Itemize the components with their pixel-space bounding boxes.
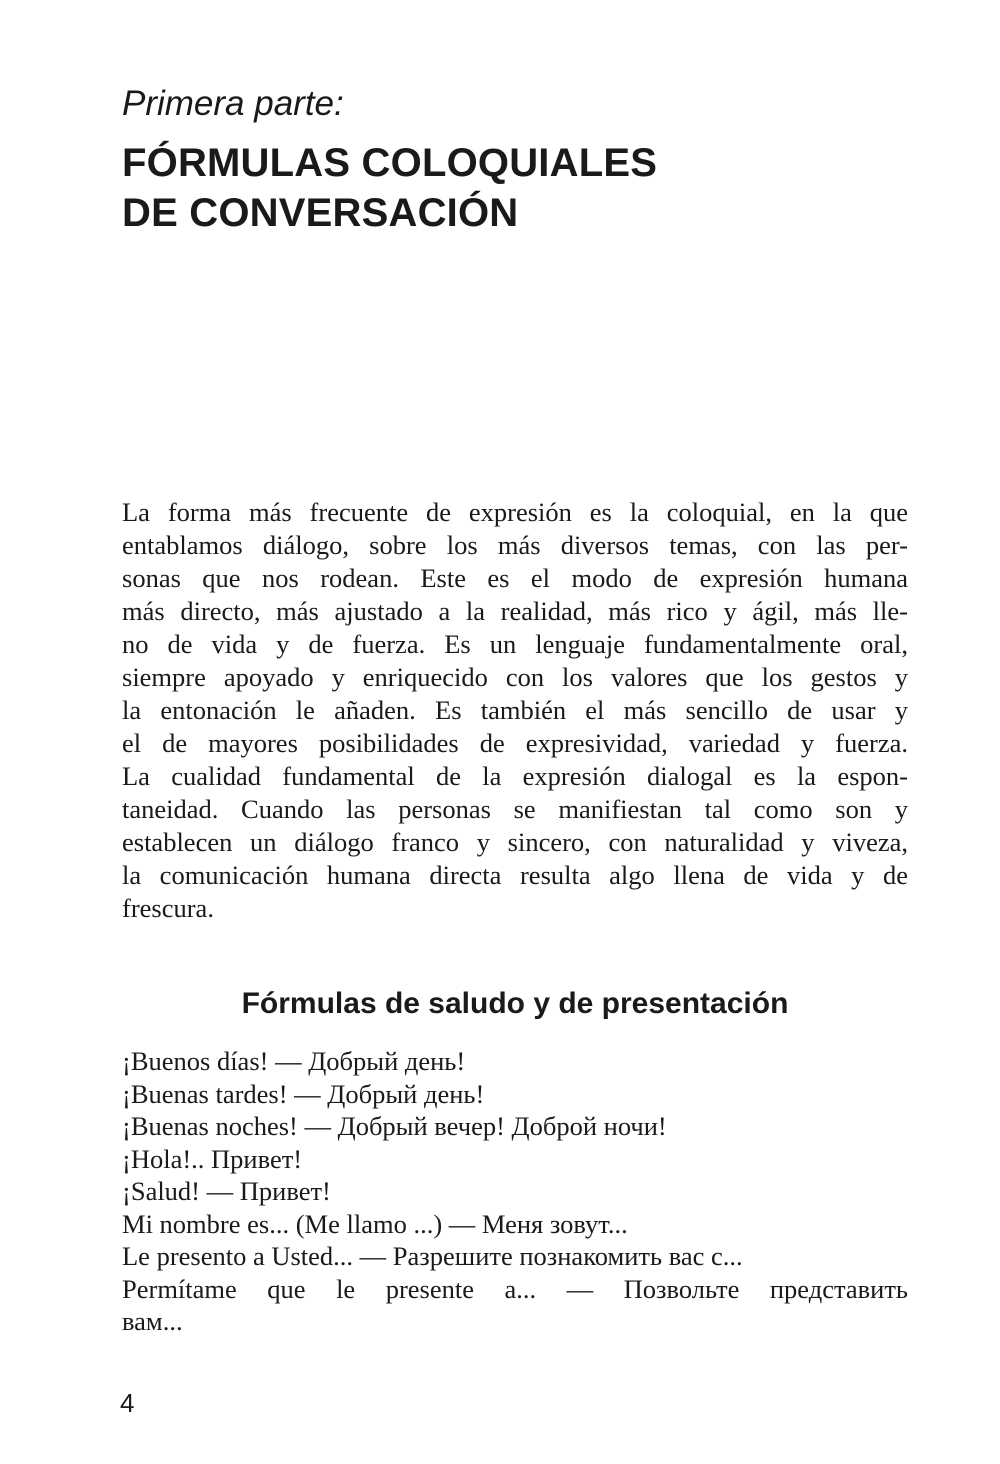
intro-line: frescura. — [122, 893, 214, 923]
part-title-line-1: FÓRMULAS COLOQUIALES — [122, 141, 658, 185]
page-number: 4 — [120, 1388, 135, 1418]
intro-line: la entonación le añaden. Es también el más sencillo de usar y — [122, 695, 908, 725]
part-label: Primera parte: — [122, 84, 344, 123]
phrase-item: ¡Salud! — Привет! — [122, 1176, 331, 1206]
part-title-line-2: DE CONVERSACIÓN — [122, 191, 519, 235]
intro-line: la comunicación humana directa resulta algo llena de vida y de — [122, 860, 908, 890]
intro-line: no de vida y de fuerza. Es un lenguaje fundamentalmente oral, — [122, 629, 908, 659]
intro-line: establecen un diálogo franco y sincero, con naturalidad y viveza, — [122, 827, 908, 857]
section-title: Fórmulas de saludo y de presentación — [241, 987, 789, 1020]
phrase-item: Le presento a Usted... — Разрешите познакомить вас с... — [122, 1241, 743, 1271]
phrase-item: Mi nombre es... (Me llamo ...) — Меня зовут... — [122, 1208, 628, 1239]
intro-line: taneidad. Cuando las personas se manifiestan tal como son y — [122, 794, 908, 824]
intro-line: más directo, más ajustado a la realidad, más rico y ágil, más lle- — [122, 596, 908, 626]
intro-line: el de mayores posibilidades de expresividad, variedad y fuerza. — [122, 728, 908, 758]
intro-paragraph — [122, 496, 908, 925]
intro-line: entablamos diálogo, sobre los más diversos temas, con las per- — [122, 530, 908, 560]
intro-line: sonas que nos rodean. Este es el modo de expresión humana — [122, 563, 908, 593]
phrase-item: ¡Hola!.. Привет! — [122, 1143, 303, 1174]
intro-line: siempre apoyado y enriquecido con los valores que los gestos y — [122, 662, 908, 692]
phrase-item: вам... — [122, 1306, 183, 1336]
part-title — [122, 138, 657, 238]
intro-line: La forma más frecuente de expresión es la coloquial, en la que — [122, 497, 908, 527]
phrase-item: Permítame que le presente a... — Позвольте представить — [122, 1273, 908, 1304]
intro-line: La cualidad fundamental de la expresión dialogal es la espon- — [122, 761, 908, 791]
phrase-list — [122, 1045, 908, 1338]
phrase-item: ¡Buenas noches! — Добрый вечер! Доброй ночи! — [122, 1111, 667, 1141]
phrase-item: ¡Buenos días! — Добрый день! — [122, 1046, 466, 1076]
phrase-item: ¡Buenas tardes! — Добрый день! — [122, 1078, 485, 1109]
